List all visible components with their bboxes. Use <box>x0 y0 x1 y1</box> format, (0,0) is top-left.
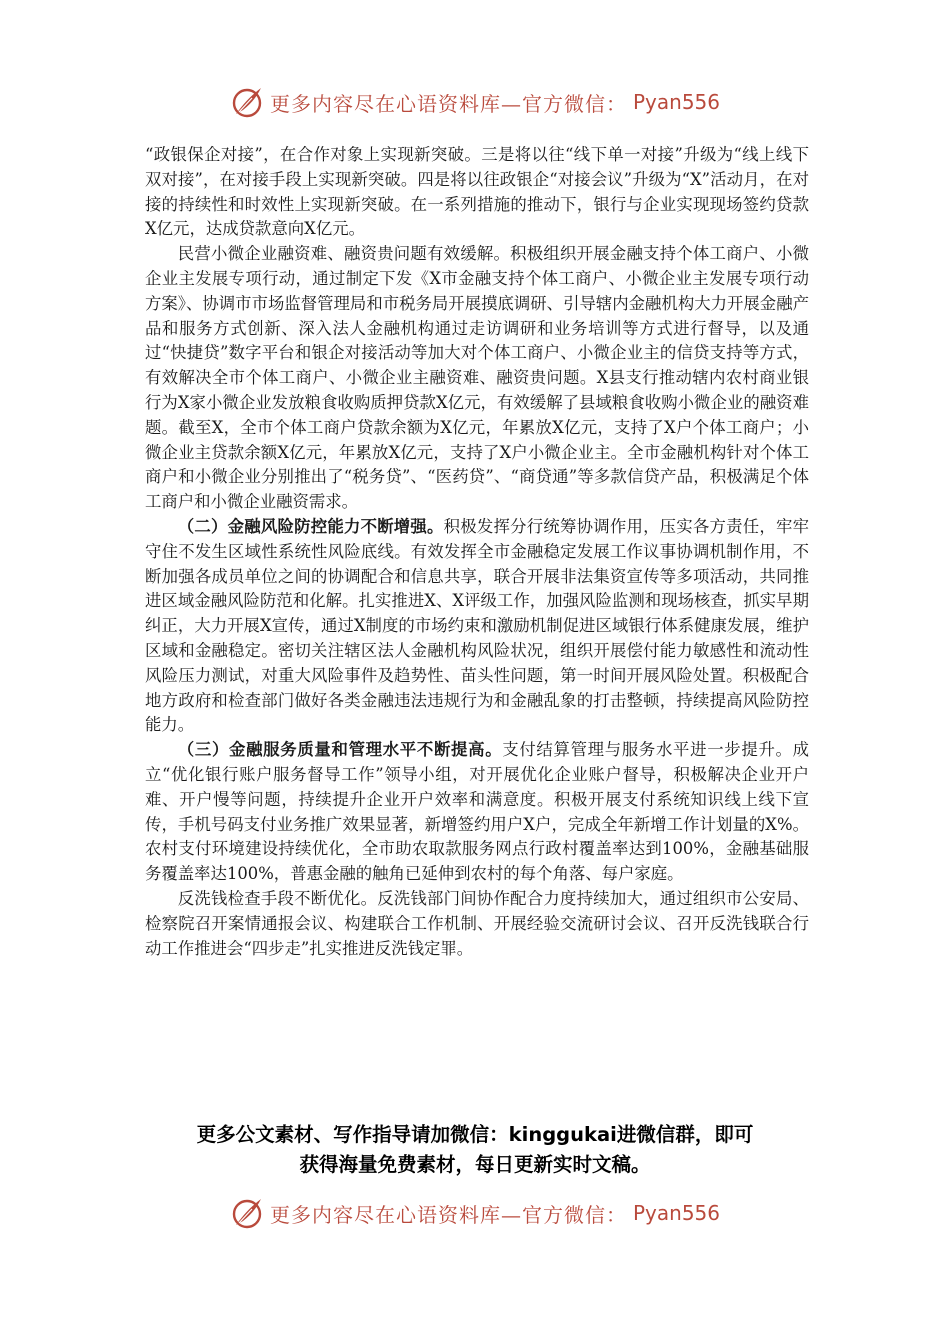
header-banner-text: 更多内容尽在心语资料库—官方微信： <box>269 91 627 116</box>
paragraph-4-text: 支付结算管理与服务水平进一步提升。成立“优化银行账户服务督导工作”领导小组，对开展优化企业账户督导，积极解决企业开户难、开户慢等问题，持续提升企业开户效率和满意度。积极开展支付系统知识线上线下宣传，手机号码支付业务推广效果显著，新增签约用户X户，完成全年新增工作计划量的X%。农村支付环境建设持续优化，全市助农取款服务网点行政村覆盖率达到100%，金融基础服务覆盖率达100%，普惠金融的触角已延伸到农村的每个角落、每户家庭。 <box>145 740 809 884</box>
promo-line-2: 获得海量免费素材，每日更新实时文稿。 <box>299 1153 651 1176</box>
paragraph-1-text: “政银保企对接”，在合作对象上实现新突破。三是将以往“线下单一对接”升级为“线上线下双对接”，在对接手段上实现新突破。四是将以往政银企“对接会议”升级为“X”活动月，在对接的持续性和时效性上实现新突破。在一系列措施的推动下，银行与企业实现现场签约贷款X亿元，达成贷款意向X亿元。 <box>145 145 809 239</box>
footer-banner <box>0 1193 950 1233</box>
paragraph-3 <box>145 515 809 738</box>
header-banner <box>0 82 950 122</box>
footer-banner-wechat-id: Pyan556 <box>632 1201 720 1225</box>
promo-line-1: 更多公文素材、写作指导请加微信：kinggukai进微信群，即可 <box>196 1123 754 1146</box>
footer-banner-text: 更多内容尽在心语资料库—官方微信： <box>269 1202 627 1227</box>
paragraph-4 <box>145 738 809 887</box>
document-body <box>145 143 809 961</box>
paragraph-5-text: 反洗钱检查手段不断优化。反洗钱部门间协作配合力度持续加大，通过组织市公安局、检察院召开案情通报会议、构建联合工作机制、开展经验交流研讨会议、召开反洗钱联合行动工作推进会“四步走”扎实推进反洗钱定罪。 <box>145 888 809 958</box>
paragraph-4-heading: （三）金融服务质量和管理水平不断提高。 <box>177 740 503 760</box>
header-banner-wechat-id: Pyan556 <box>632 90 720 114</box>
paragraph-3-text: 积极发挥分行统筹协调作用，压实各方责任，牢牢守住不发生区域性系统性风险底线。有效发挥全市金融稳定发展工作议事协调机制作用，不断加强各成员单位之间的协调配合和信息共享，联合开展非法集资宣传等多项活动，共同推进区域金融风险防范和化解。扎实推进X、X评级工作，加强风险监测和现场核查，抓实早期纠正，大力开展X宣传，通过X制度的市场约束和激励机制促进区域银行体系健康发展，维护区域和金融稳定。密切关注辖区法人金融机构风险状况，组织开展偿付能力敏感性和流动性风险压力测试，对重大风险事件及趋势性、苗头性问题，第一时间开展风险处置。积极配合地方政府和检查部门做好各类金融违法违规行为和金融乱象的打击整顿，持续提高风险防控能力。 <box>145 516 810 735</box>
paragraph-2-text: 民营小微企业融资难、融资贵问题有效缓解。积极组织开展金融支持个体工商户、小微企业主发展专项行动，通过制定下发《X市金融支持个体工商户、小微企业主发展专项行动方案》、协调市市场监督管理局和市税务局开展摸底调研、引导辖内金融机构大力开展金融产品和服务方式创新、深入法人金融机构通过走访调研和业务培训等方式进行督导，以及通过“快捷贷”数字平台和银企对接活动等加大对个体工商户、小微企业主的信贷支持等方式，有效解决全市个体工商户、小微企业主融资难、融资贵问题。X县支行推动辖内农村商业银行为X家小微企业发放粮食收购质押贷款X亿元，有效缓解了县域粮食收购小微企业的融资难题。截至X，全市个体工商户贷款余额为X亿元，年累放X亿元，支持了X户个体工商户；小微企业主贷款余额X亿元，年累放X亿元，支持了X户小微企业主。全市金融机构针对个体工商户和小微企业分别推出了“税务贷”、“医药贷”、“商贷通”等多款信贷产品，积极满足个体工商户和小微企业融资需求。 <box>145 244 809 512</box>
quill-logo-icon <box>230 1195 266 1231</box>
paragraph-5 <box>145 887 809 961</box>
promo-notice <box>120 1120 830 1180</box>
quill-logo-icon <box>230 84 266 120</box>
paragraph-1 <box>145 143 809 242</box>
paragraph-3-heading: （二）金融风险防控能力不断增强。 <box>177 516 444 536</box>
paragraph-2 <box>145 242 809 515</box>
